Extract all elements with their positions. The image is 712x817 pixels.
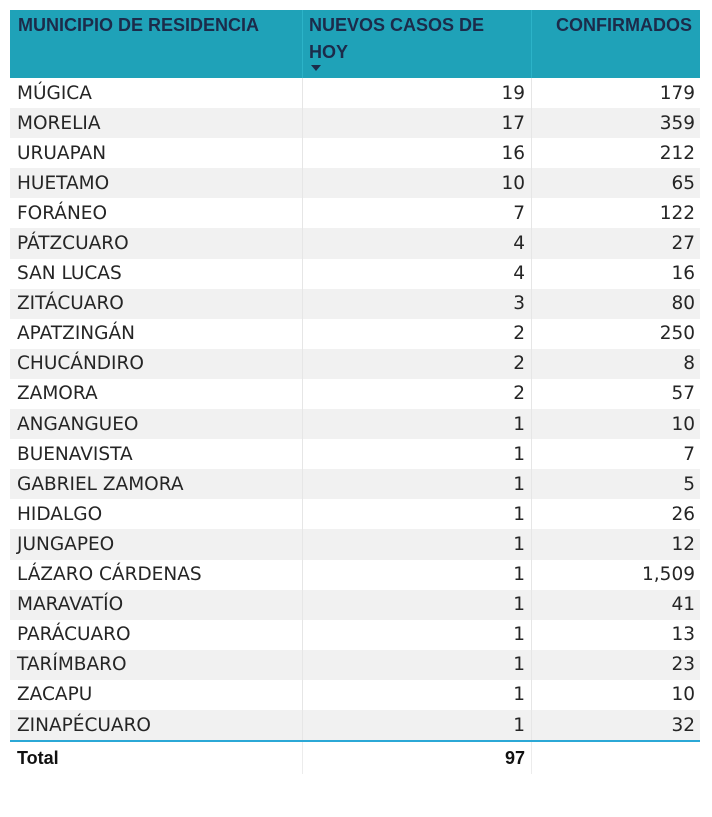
table-row[interactable]	[10, 289, 700, 319]
table-row[interactable]	[10, 228, 700, 258]
cell-confirmados: 57	[671, 383, 695, 405]
column-header-confirmados-label: CONFIRMADOS	[556, 15, 692, 35]
cell-municipio: ZINAPÉCUARO	[17, 714, 151, 736]
cell-nuevos-casos: 2	[302, 319, 532, 349]
cell-nuevos-casos: 1	[302, 680, 532, 710]
cell-confirmados: 1,509	[642, 564, 695, 586]
cell-municipio: MARAVATÍO	[17, 594, 124, 616]
column-header-municipio-label: MUNICIPIO DE RESIDENCIA	[18, 15, 260, 35]
cell-confirmados: 7	[683, 443, 695, 465]
cell-confirmados: 10	[671, 413, 695, 435]
cell-nuevos-casos: 17	[302, 108, 532, 138]
total-label: Total	[17, 747, 59, 768]
cell-nuevos-casos: 1	[302, 650, 532, 680]
cell-nuevos-casos: 19	[302, 78, 532, 108]
column-header-nuevos-casos[interactable]	[302, 10, 532, 78]
cell-nuevos-casos: 1	[302, 560, 532, 590]
cell-confirmados: 179	[659, 82, 695, 104]
table-row[interactable]	[10, 409, 700, 439]
cell-confirmados: 122	[659, 202, 695, 224]
table-row[interactable]	[10, 439, 700, 469]
total-nuevos: 97	[302, 742, 532, 774]
cell-nuevos-casos: 2	[302, 379, 532, 409]
cell-nuevos-casos: 7	[302, 198, 532, 228]
cell-municipio: ZACAPU	[17, 684, 93, 706]
table-header	[10, 10, 700, 78]
cell-confirmados: 13	[671, 624, 695, 646]
cell-confirmados: 27	[671, 233, 695, 255]
cell-municipio: ZAMORA	[17, 383, 98, 405]
cell-confirmados: 10	[671, 684, 695, 706]
cell-municipio: BUENAVISTA	[17, 443, 133, 465]
column-header-municipio[interactable]	[10, 10, 302, 78]
column-header-nuevos-casos-label: NUEVOS CASOS DE HOY	[309, 15, 485, 62]
table-row[interactable]	[10, 710, 700, 740]
cell-municipio: PÁTZCUARO	[17, 233, 129, 255]
cell-municipio: HIDALGO	[17, 503, 103, 525]
cell-nuevos-casos: 1	[302, 529, 532, 559]
cell-confirmados: 41	[671, 594, 695, 616]
cell-nuevos-casos: 16	[302, 138, 532, 168]
cell-municipio: GABRIEL ZAMORA	[17, 473, 184, 495]
sort-descending-icon[interactable]	[311, 65, 321, 71]
table-row[interactable]	[10, 379, 700, 409]
cell-municipio: FORÁNEO	[17, 202, 108, 224]
cases-table	[10, 10, 700, 774]
cell-nuevos-casos: 1	[302, 620, 532, 650]
cell-municipio: PARÁCUARO	[17, 624, 131, 646]
table-row[interactable]	[10, 590, 700, 620]
cell-nuevos-casos: 1	[302, 590, 532, 620]
cell-confirmados: 212	[659, 142, 695, 164]
cell-municipio: TARÍMBARO	[17, 654, 127, 676]
cell-municipio: ANGANGUEO	[17, 413, 139, 435]
cell-confirmados: 250	[659, 323, 695, 345]
cell-confirmados: 26	[671, 503, 695, 525]
table-row[interactable]	[10, 319, 700, 349]
total-confirmados	[532, 742, 700, 774]
cell-nuevos-casos: 10	[302, 168, 532, 198]
table-body	[10, 78, 700, 740]
table-row[interactable]	[10, 650, 700, 680]
table-row[interactable]	[10, 78, 700, 108]
cell-confirmados: 5	[683, 473, 695, 495]
table-row[interactable]	[10, 108, 700, 138]
cell-confirmados: 23	[671, 654, 695, 676]
cell-municipio: MORELIA	[17, 112, 101, 134]
cell-nuevos-casos: 1	[302, 469, 532, 499]
cell-nuevos-casos: 4	[302, 228, 532, 258]
cell-confirmados: 32	[671, 714, 695, 736]
table-row[interactable]	[10, 138, 700, 168]
cell-confirmados: 359	[659, 112, 695, 134]
cell-municipio: LÁZARO CÁRDENAS	[17, 564, 202, 586]
table-row[interactable]	[10, 680, 700, 710]
cell-municipio: JUNGAPEO	[17, 533, 115, 555]
table-row[interactable]	[10, 529, 700, 559]
table-row[interactable]	[10, 469, 700, 499]
table-row[interactable]	[10, 259, 700, 289]
cell-nuevos-casos: 1	[302, 439, 532, 469]
cell-municipio: SAN LUCAS	[17, 263, 122, 285]
cell-municipio: ZITÁCUARO	[17, 293, 124, 315]
cell-municipio: URUAPAN	[17, 142, 107, 164]
cell-municipio: MÚGICA	[17, 82, 92, 104]
cell-confirmados: 80	[671, 293, 695, 315]
cell-nuevos-casos: 4	[302, 259, 532, 289]
column-header-confirmados[interactable]	[532, 10, 700, 78]
table-row[interactable]	[10, 499, 700, 529]
cell-confirmados: 16	[671, 263, 695, 285]
cell-nuevos-casos: 1	[302, 499, 532, 529]
table-row[interactable]	[10, 168, 700, 198]
total-row	[10, 740, 700, 774]
table-row[interactable]	[10, 349, 700, 379]
table-row[interactable]	[10, 620, 700, 650]
cell-nuevos-casos: 3	[302, 289, 532, 319]
cell-nuevos-casos: 1	[302, 710, 532, 740]
cell-municipio: CHUCÁNDIRO	[17, 353, 144, 375]
cell-nuevos-casos: 2	[302, 349, 532, 379]
cell-municipio: APATZINGÁN	[17, 323, 135, 345]
cell-nuevos-casos: 1	[302, 409, 532, 439]
cell-confirmados: 12	[671, 533, 695, 555]
table-row[interactable]	[10, 198, 700, 228]
table-row[interactable]	[10, 560, 700, 590]
cell-municipio: HUETAMO	[17, 172, 110, 194]
cell-confirmados: 8	[683, 353, 695, 375]
cell-confirmados: 65	[671, 172, 695, 194]
